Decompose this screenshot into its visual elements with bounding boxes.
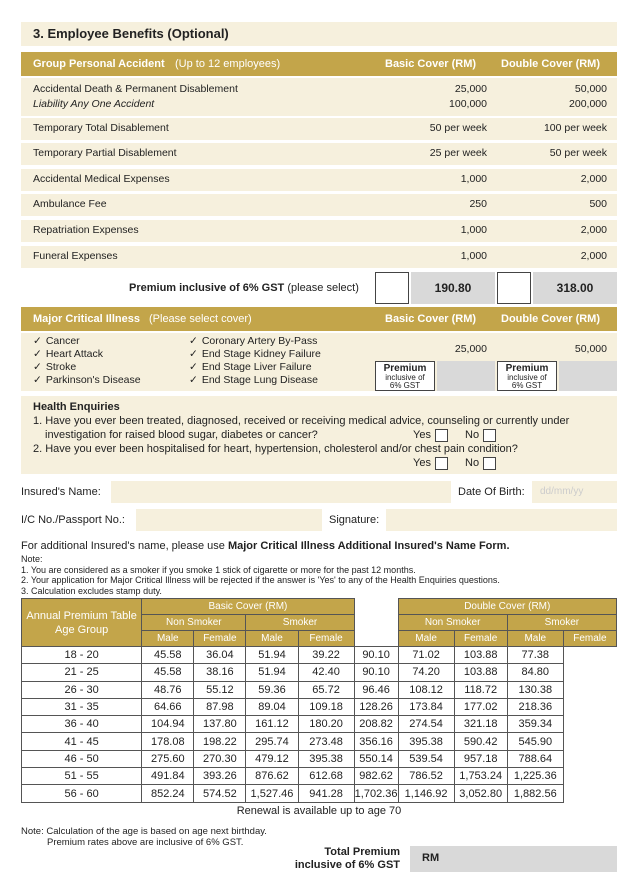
mci-illness: ✓ Coronary Artery By-Pass [189, 335, 321, 348]
rate-female: Female [298, 631, 354, 647]
rate-value: 55.12 [194, 681, 246, 698]
dob-field[interactable] [532, 481, 617, 503]
rate-value: 45.58 [142, 664, 194, 681]
gpa-premium-row [21, 272, 617, 304]
rate-value: 208.82 [354, 716, 398, 733]
rate-value: 590.42 [454, 733, 507, 750]
rate-value: 130.38 [507, 681, 563, 698]
health-title: Health Enquiries [33, 401, 120, 413]
gpa-row-label2: Liability Any One Accident [33, 98, 155, 110]
rate-value: 96.46 [354, 681, 398, 698]
mci-body [21, 333, 617, 391]
rate-renewal: Renewal is available up to age 70 [236, 805, 402, 818]
footer-note-1: Note: Calculation of the age is based on age next birthday. [21, 826, 267, 837]
rate-value: 321.18 [454, 716, 507, 733]
gpa-premium-note: (please select) [287, 282, 359, 294]
rate-value: 270.30 [194, 750, 246, 767]
rate-value: 1,225.36 [507, 768, 563, 785]
rate-value: 957.18 [454, 750, 507, 767]
rate-gap [354, 599, 398, 647]
rate-age-group: 21 - 25 [22, 664, 142, 681]
rate-value: 71.02 [398, 647, 454, 664]
rate-female: Female [454, 631, 507, 647]
rate-value: 74.20 [398, 664, 454, 681]
rate-value: 479.12 [246, 750, 298, 767]
rate-nonsmoker: Non Smoker [398, 615, 507, 631]
rate-value: 3,052.80 [454, 785, 507, 802]
gpa-row-label: Temporary Partial Disablement [33, 147, 177, 159]
rate-row [22, 716, 617, 733]
q2-yes-label: Yes [413, 457, 431, 469]
premium-gst: 6% GST [511, 381, 543, 390]
rate-value: 42.40 [298, 664, 354, 681]
gpa-row-double: 2,000 [580, 224, 607, 236]
mci-illness: ✓ Parkinson's Disease [33, 374, 141, 387]
gpa-premium-label: Premium inclusive of 6% GST [129, 282, 285, 294]
dob-label: Date Of Birth: [458, 486, 525, 498]
gpa-row-double: 2,000 [580, 250, 607, 262]
rate-age-group: 26 - 30 [22, 681, 142, 698]
gpa-row-ttd [21, 118, 617, 140]
gpa-row-repatriation [21, 220, 617, 242]
rate-value: 59.36 [246, 681, 298, 698]
mci-double-premium-label [497, 361, 557, 391]
rate-value: 876.62 [246, 768, 298, 785]
rate-row [22, 698, 617, 715]
rate-age-group: 56 - 60 [22, 785, 142, 802]
rate-value: 64.66 [142, 698, 194, 715]
rate-value: 274.54 [398, 716, 454, 733]
rate-row [22, 664, 617, 681]
rate-value: 1,882.56 [507, 785, 563, 802]
mci-illness-list-2 [189, 335, 321, 387]
rate-value: 38.16 [194, 664, 246, 681]
mci-illness: ✓ Stroke [33, 361, 141, 374]
rate-value: 539.54 [398, 750, 454, 767]
rate-value: 356.16 [354, 733, 398, 750]
gpa-row-basic: 25,000 [454, 83, 487, 95]
q1-yes-checkbox[interactable] [435, 429, 448, 442]
gpa-row-adpd [21, 78, 617, 116]
note-item: 2. Your application for Major Critical Illness will be rejected if the answer is 'Yes' to any of the Health Enquiries questions. [21, 575, 500, 585]
premium-rate-table [21, 598, 617, 819]
gpa-premium-double: 318.00 [533, 272, 617, 304]
rate-value: 941.28 [298, 785, 354, 802]
total-premium-field[interactable] [410, 846, 617, 872]
gpa-row-tpd [21, 143, 617, 165]
mci-illness: ✓ Heart Attack [33, 348, 141, 361]
rate-female: Female [563, 631, 616, 647]
rate-value: 137.80 [194, 716, 246, 733]
rate-header-row-1 [22, 599, 617, 615]
rate-value: 178.08 [142, 733, 194, 750]
rate-smoker: Smoker [246, 615, 354, 631]
q1-no-checkbox[interactable] [483, 429, 496, 442]
mci-double-cover: 50,000 [574, 343, 607, 355]
rate-value: 39.22 [298, 647, 354, 664]
rate-age-group: 36 - 40 [22, 716, 142, 733]
rate-female: Female [194, 631, 246, 647]
gpa-subtitle: (Up to 12 employees) [175, 58, 281, 70]
gpa-row-double2: 200,000 [569, 98, 607, 110]
mci-illness: ✓ End Stage Liver Failure [189, 361, 321, 374]
notes-title: Note: [21, 554, 43, 564]
rate-value: 65.72 [298, 681, 354, 698]
rate-value: 788.64 [507, 750, 563, 767]
rate-value: 1,753.24 [454, 768, 507, 785]
rate-corner: Annual Premium Table Age Group [22, 599, 142, 647]
rate-value: 1,527.46 [246, 785, 298, 802]
premium-inclusive: inclusive of [385, 373, 425, 382]
rate-value: 77.38 [507, 647, 563, 664]
rate-value: 51.94 [246, 664, 298, 681]
rate-value: 1,146.92 [398, 785, 454, 802]
rate-age-group: 18 - 20 [22, 647, 142, 664]
rate-value: 852.24 [142, 785, 194, 802]
rate-value: 198.22 [194, 733, 246, 750]
rate-basic-header: Basic Cover (RM) [142, 599, 354, 615]
rate-value: 90.10 [354, 664, 398, 681]
gpa-row-basic: 1,000 [460, 173, 487, 185]
mci-double-header: Double Cover (RM) [501, 313, 600, 325]
rate-value: 48.76 [142, 681, 194, 698]
gpa-row-basic: 1,000 [460, 250, 487, 262]
gpa-basic-select-box[interactable] [375, 272, 409, 304]
rate-male: Male [398, 631, 454, 647]
rate-value: 275.60 [142, 750, 194, 767]
rate-age-group: 51 - 55 [22, 768, 142, 785]
signature-field[interactable] [386, 509, 617, 531]
rate-value: 103.88 [454, 647, 507, 664]
mci-illness: ✓ End Stage Lung Disease [189, 374, 321, 387]
rate-value: 218.36 [507, 698, 563, 715]
rate-value: 574.52 [194, 785, 246, 802]
rate-value: 173.84 [398, 698, 454, 715]
mci-header [21, 307, 617, 331]
rate-value: 295.74 [246, 733, 298, 750]
rate-value: 90.10 [354, 647, 398, 664]
rate-value: 36.04 [194, 647, 246, 664]
health-enquiries [21, 396, 617, 474]
note-item: 3. Calculation excludes stamp duty. [21, 585, 162, 596]
mci-title: Major Critical Illness [33, 313, 140, 325]
rate-value: 84.80 [507, 664, 563, 681]
gpa-row-ame [21, 169, 617, 191]
rate-row [22, 768, 617, 785]
mci-basic-header: Basic Cover (RM) [385, 313, 477, 325]
rate-row [22, 785, 617, 802]
note-item: 1. You are considered as a smoker if you smoke 1 stick of cigarette or more for the past 12 months. [21, 564, 416, 575]
mci-basic-premium-label [375, 361, 435, 391]
rate-value: 273.48 [298, 733, 354, 750]
rate-row [22, 733, 617, 750]
rate-row [22, 750, 617, 767]
gpa-row-label: Funeral Expenses [33, 250, 118, 262]
rate-age-group: 41 - 45 [22, 733, 142, 750]
total-premium-line2: inclusive of 6% GST [294, 859, 400, 871]
gpa-row-double: 100 per week [543, 122, 607, 134]
ic-label: I/C No./Passport No.: [21, 514, 125, 526]
rate-value: 109.18 [298, 698, 354, 715]
additional-prefix: For additional Insured's name, please use [21, 540, 228, 552]
gpa-row-label: Accidental Medical Expenses [33, 173, 170, 185]
gpa-double-header: Double Cover (RM) [501, 58, 600, 70]
insured-name-field[interactable] [111, 481, 451, 503]
gpa-header [21, 52, 617, 76]
total-premium-currency: RM [422, 852, 440, 864]
gpa-premium-text [129, 282, 359, 294]
mci-illness: ✓ Cancer [33, 335, 141, 348]
premium-word: Premium [505, 363, 549, 374]
rate-value: 161.12 [246, 716, 298, 733]
premium-inclusive: inclusive of [507, 373, 547, 382]
rate-row [22, 681, 617, 698]
gpa-row-funeral [21, 246, 617, 268]
premium-gst: 6% GST [389, 381, 421, 390]
rate-value: 104.94 [142, 716, 194, 733]
section-title: 3. Employee Benefits (Optional) [33, 26, 229, 41]
gpa-row-basic: 50 per week [429, 122, 487, 134]
gpa-row-basic: 250 [469, 198, 487, 210]
gpa-row-ambulance [21, 194, 617, 216]
gpa-basic-header: Basic Cover (RM) [385, 58, 477, 70]
gpa-row-basic: 1,000 [460, 224, 487, 236]
gpa-premium-basic: 190.80 [411, 272, 495, 304]
q2-no-checkbox[interactable] [483, 457, 496, 470]
gpa-row-label: Accidental Death & Permanent Disablement [33, 83, 238, 95]
health-q1-line2: investigation for raised blood sugar, diabetes or cancer? [45, 429, 318, 441]
gpa-title: Group Personal Accident [33, 58, 165, 70]
additional-insured-text [21, 540, 510, 552]
q2-yes-checkbox[interactable] [435, 457, 448, 470]
dob-placeholder: dd/mm/yy [540, 486, 584, 497]
gpa-row-basic: 25 per week [429, 147, 487, 159]
total-premium-line1: Total Premium [324, 846, 400, 858]
premium-word: Premium [383, 363, 427, 374]
mci-basic-cover: 25,000 [454, 343, 487, 355]
mci-basic-premium-field[interactable] [437, 361, 495, 391]
rate-value: 1,702.36 [354, 785, 398, 802]
q2-answers [413, 456, 496, 470]
rate-value: 89.04 [246, 698, 298, 715]
rate-value: 786.52 [398, 768, 454, 785]
mci-double-premium-field[interactable] [559, 361, 617, 391]
q1-answers [413, 428, 496, 442]
rate-value: 612.68 [298, 768, 354, 785]
rate-value: 982.62 [354, 768, 398, 785]
rate-value: 395.38 [398, 733, 454, 750]
rate-nonsmoker: Non Smoker [142, 615, 246, 631]
q1-no-label: No [465, 429, 480, 441]
notes [21, 554, 500, 596]
rate-value: 108.12 [398, 681, 454, 698]
total-premium-label [250, 846, 400, 872]
rate-male: Male [246, 631, 298, 647]
mci-illness: ✓ End Stage Kidney Failure [189, 348, 321, 361]
rate-value: 180.20 [298, 716, 354, 733]
gpa-row-label: Ambulance Fee [33, 198, 107, 210]
q2-no-label: No [465, 457, 480, 469]
rate-value: 118.72 [454, 681, 507, 698]
rate-value: 103.88 [454, 664, 507, 681]
gpa-row-label: Temporary Total Disablement [33, 122, 169, 134]
rate-value: 87.98 [194, 698, 246, 715]
q1-yes-label: Yes [413, 429, 431, 441]
gpa-double-select-box[interactable] [497, 272, 531, 304]
rate-value: 177.02 [454, 698, 507, 715]
rate-value: 51.94 [246, 647, 298, 664]
rate-value: 45.58 [142, 647, 194, 664]
rate-double-header: Double Cover (RM) [398, 599, 616, 615]
gpa-row-double: 50,000 [574, 83, 607, 95]
rate-value: 128.26 [354, 698, 398, 715]
rate-value: 359.34 [507, 716, 563, 733]
gpa-row-label: Repatriation Expenses [33, 224, 139, 236]
mci-illness-list-1 [33, 335, 141, 387]
additional-form-name: Major Critical Illness Additional Insured's Name Form. [227, 540, 510, 552]
health-q1-line1: 1. Have you ever been treated, diagnosed, received or receiving medical advice, counseling or currently under [33, 415, 570, 427]
footer-notes [21, 826, 267, 848]
rate-value: 491.84 [142, 768, 194, 785]
gpa-row-double: 500 [589, 198, 607, 210]
rate-row [22, 647, 617, 664]
rate-age-group: 46 - 50 [22, 750, 142, 767]
rate-age-group: 31 - 35 [22, 698, 142, 715]
gpa-row-basic2: 100,000 [449, 98, 487, 110]
gpa-row-double: 50 per week [549, 147, 607, 159]
health-q2: 2. Have you ever been hospitalised for heart, hypertension, cholesterol and/or chest pain condition? [33, 443, 518, 455]
rate-value: 395.38 [298, 750, 354, 767]
rate-smoker: Smoker [507, 615, 616, 631]
rate-value: 545.90 [507, 733, 563, 750]
rate-value: 393.26 [194, 768, 246, 785]
rate-value: 550.14 [354, 750, 398, 767]
rate-male: Male [507, 631, 563, 647]
insured-name-label: Insured's Name: [21, 486, 101, 498]
rate-male: Male [142, 631, 194, 647]
rate-renewal-row [22, 802, 617, 819]
section-title-bar [21, 22, 617, 46]
signature-label: Signature: [329, 514, 380, 526]
footer-note-2: Premium rates above are inclusive of 6% GST. [47, 837, 244, 848]
ic-field[interactable] [136, 509, 322, 531]
mci-subtitle: (Please select cover) [149, 313, 252, 325]
gpa-row-double: 2,000 [580, 173, 607, 185]
